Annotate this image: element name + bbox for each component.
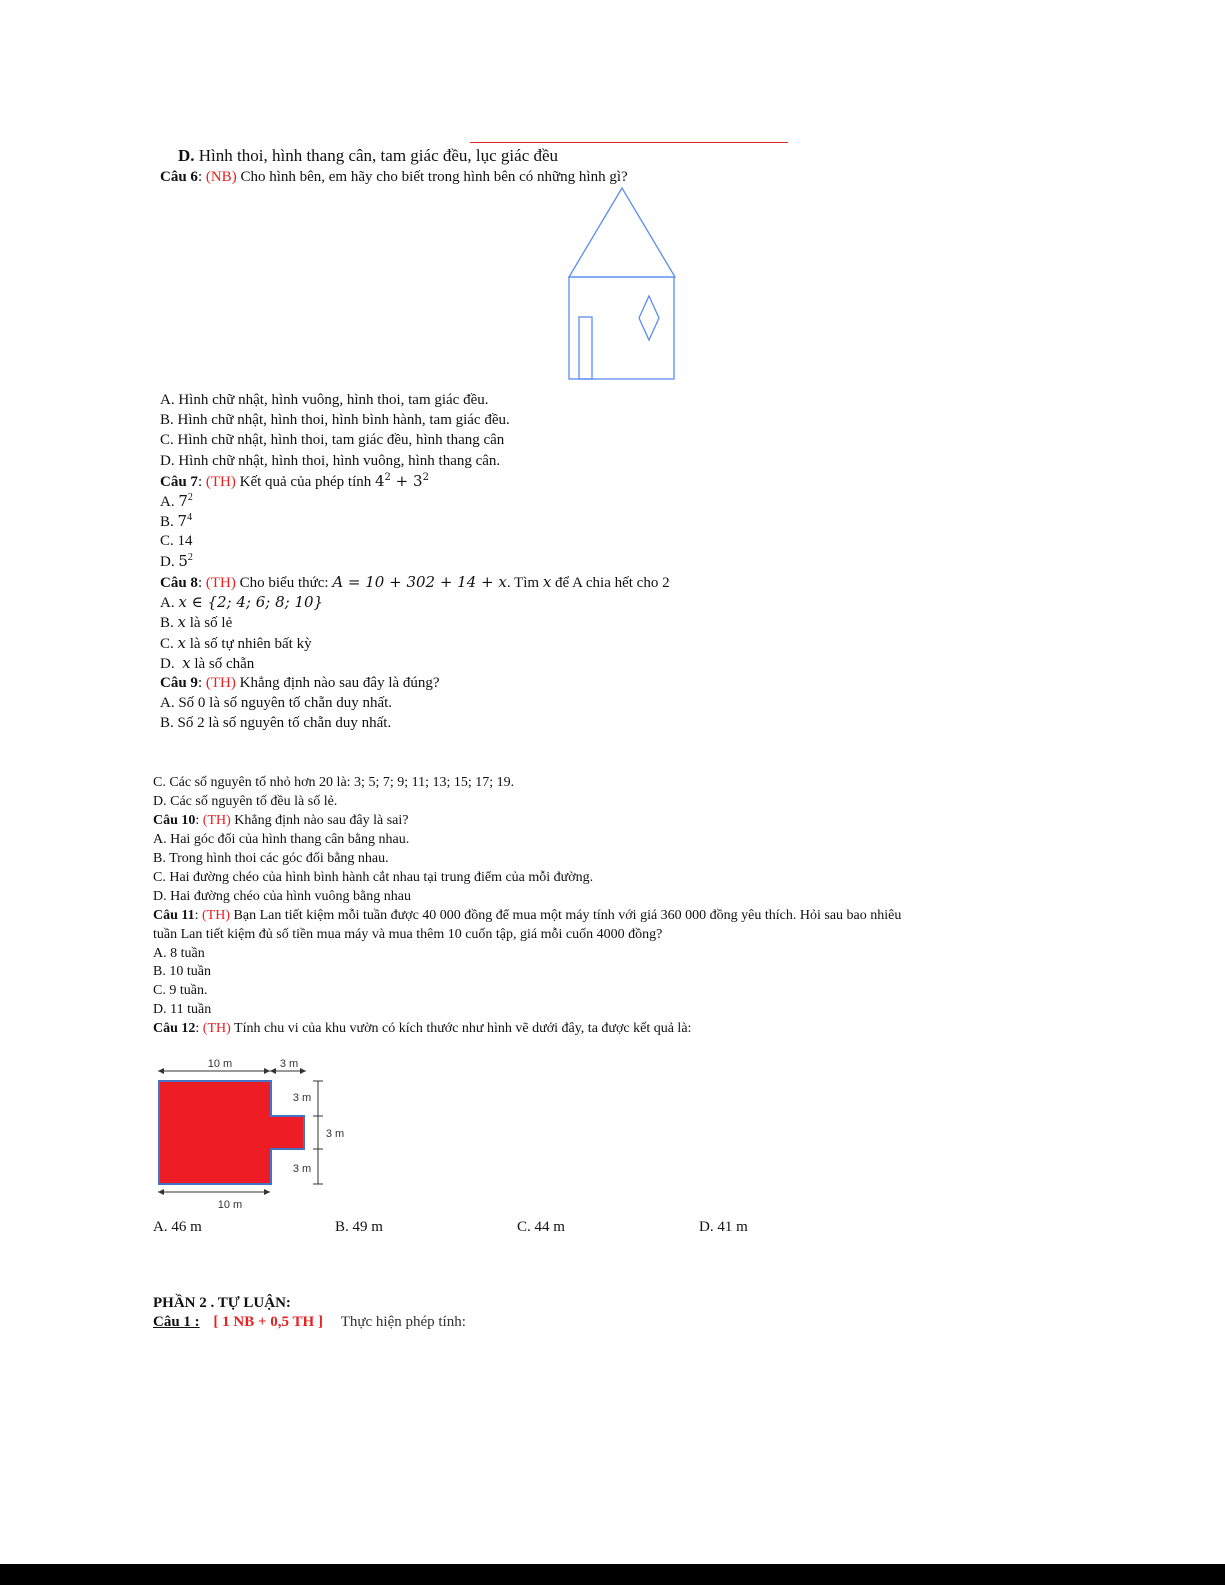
q9-option-b: B. Số 2 là số nguyên tố chẵn duy nhất.: [160, 715, 392, 731]
q7-option-d: D. $5^2$: [160, 552, 193, 570]
q8-option-a: A. x ∈ {2; 4; 6; 8; 10}: [160, 593, 324, 611]
part2-q1: [153, 1313, 466, 1332]
garden-label-right-bottom: 3 m: [292, 1163, 312, 1175]
garden-label-top-right: 3 m: [279, 1058, 299, 1070]
part2-q1-tag: [ 1 NB + 0,5 TH ]: [213, 1314, 323, 1330]
q6-option-d: D. Hình chữ nhật, hình thoi, hình vuông, hình thang cân.: [160, 453, 501, 469]
q11-option-b: B. 10 tuần: [153, 964, 211, 979]
q9-option-a: A. Số 0 là số nguyên tố chẵn duy nhất.: [160, 695, 393, 711]
q11-text-line2: tuần Lan tiết kiệm đủ số tiền mua máy và mua thêm 10 cuốn tập, giá mỗi cuốn 4000 đồng?: [153, 927, 663, 942]
q10-text: Khẳng định nào sau đây là sai?: [234, 813, 409, 828]
q11-label: Câu 11: [153, 908, 195, 923]
q8-stem: Câu 8: (TH) Cho biểu thức: A = 10 + 302 + 14 + x. Tìm x để A chia hết cho 2: [160, 573, 670, 591]
house-roof-triangle: [569, 188, 675, 277]
q6-option-a: A. Hình chữ nhật, hình vuông, hình thoi, tam giác đều.: [160, 392, 489, 408]
q10-tag: (TH): [202, 813, 231, 828]
q7-expression: $4^2 + 3^2$: [374, 472, 429, 490]
q10-option-b: B. Trong hình thoi các góc đối bằng nhau.: [153, 851, 389, 866]
q6-option-c: C. Hình chữ nhật, hình thoi, tam giác đều, hình thang cân: [160, 432, 505, 448]
q7-stem: Câu 7: (TH) Kết quả của phép tính $4^2 + 3^2$: [160, 472, 429, 490]
q10-label: Câu 10: [153, 813, 196, 828]
garden-shape: [159, 1081, 304, 1184]
q11-text-line1: Bạn Lan tiết kiệm mỗi tuần được 40 000 đồng để mua một máy tính với giá 360 000 đồng yêu thích. Hỏi sau bao nhiêu: [233, 908, 902, 923]
q8-expression: A = 10 + 302 + 14 + x: [332, 573, 507, 591]
q6-label: Câu 6: [160, 169, 198, 185]
garden-label-top-left: 10 m: [207, 1058, 233, 1070]
q5-option-d-text: Hình thoi, hình thang cân, tam giác đều, lục giác đều: [198, 146, 559, 165]
q5-option-d: [178, 146, 558, 165]
q9-label: Câu 9: [160, 675, 198, 691]
q12-option-c: C. 44 m: [517, 1219, 565, 1235]
q12-label: Câu 12: [153, 1021, 196, 1036]
q7-option-b: B. $7^4$: [160, 512, 193, 530]
q12-tag: (TH): [202, 1021, 231, 1036]
q8-option-d: D. x là số chẵn: [160, 654, 255, 672]
part2-q1-label: Câu 1 :: [153, 1314, 200, 1330]
q11-option-d: D. 11 tuần: [153, 1002, 212, 1017]
garden-label-bottom: 10 m: [217, 1199, 243, 1211]
q8-tag: (TH): [205, 575, 236, 591]
q10-option-a: A. Hai góc đối của hình thang cân bằng nhau.: [153, 832, 410, 847]
house-body-rectangle: [569, 277, 674, 379]
q8-option-b: B. x là số lẻ: [160, 613, 233, 631]
q11-stem: Câu 11: (TH) Bạn Lan tiết kiệm mỗi tuần được 40 000 đồng để mua một máy tính với giá 360 000 đồng yêu thích. Hỏi sau bao nhiêu: [153, 908, 902, 923]
q12-option-b: B. 49 m: [335, 1219, 383, 1235]
house-figure: [560, 185, 685, 385]
q8-label: Câu 8: [160, 575, 198, 591]
q7-text: Kết quả của phép tính: [239, 474, 372, 490]
q7-option-c: C. 14: [160, 533, 193, 549]
q9-stem: Câu 9: (TH) Khẳng định nào sau đây là đúng?: [160, 675, 440, 691]
q9-text: Khẳng định nào sau đây là đúng?: [239, 675, 440, 691]
q5-option-d-letter: D.: [178, 146, 195, 165]
q12-stem: Câu 12: (TH) Tính chu vi của khu vườn có kích thước như hình vẽ dưới đây, ta được kết quả là:: [153, 1021, 692, 1036]
part2-heading: PHẦN 2 . TỰ LUẬN:: [153, 1295, 291, 1311]
q11-option-c: C. 9 tuần.: [153, 983, 208, 998]
q9-option-d: D. Các số nguyên tố đều là số lẻ.: [153, 794, 338, 809]
part2-q1-text: Thực hiện phép tính:: [340, 1314, 466, 1330]
q9-option-c: C. Các số nguyên tố nhỏ hơn 20 là: 3; 5; 7; 9; 11; 13; 15; 17; 19.: [153, 775, 515, 790]
q12-text: Tính chu vi của khu vườn có kích thước như hình vẽ dưới đây, ta được kết quả là:: [234, 1021, 692, 1036]
q10-option-c: C. Hai đường chéo của hình bình hành cắt nhau tại trung điểm của mỗi đường.: [153, 870, 594, 885]
q8-option-c: C. x là số tự nhiên bất kỳ: [160, 634, 312, 652]
page-bottom-bar: [0, 1564, 1225, 1585]
q6-tag: (NB): [205, 169, 237, 185]
red-rule-line: [470, 142, 788, 143]
q10-stem: Câu 10: (TH) Khẳng định nào sau đây là sai?: [153, 813, 409, 828]
q6-option-b: B. Hình chữ nhật, hình thoi, hình bình hành, tam giác đều.: [160, 412, 510, 428]
q10-option-d: D. Hai đường chéo của hình vuông bằng nhau: [153, 889, 411, 904]
q9-tag: (TH): [205, 675, 236, 691]
q7-label: Câu 7: [160, 474, 198, 490]
q11-tag: (TH): [202, 908, 231, 923]
garden-label-right-middle: 3 m: [325, 1128, 345, 1140]
q6-stem: Câu 6: (NB) Cho hình bên, em hãy cho biết trong hình bên có những hình gì?: [160, 169, 628, 185]
q7-option-a: A. $7^2$: [160, 492, 193, 510]
house-window-rhombus: [639, 296, 659, 340]
q12-option-d: D. 41 m: [699, 1219, 748, 1235]
q7-tag: (TH): [205, 474, 236, 490]
garden-label-right-top: 3 m: [292, 1092, 312, 1104]
q12-option-a: A. 46 m: [153, 1219, 202, 1235]
q11-option-a: A. 8 tuần: [153, 946, 205, 961]
q6-text: Cho hình bên, em hãy cho biết trong hình bên có những hình gì?: [240, 169, 628, 185]
garden-figure: [150, 1052, 350, 1214]
house-door-rectangle: [579, 317, 592, 379]
